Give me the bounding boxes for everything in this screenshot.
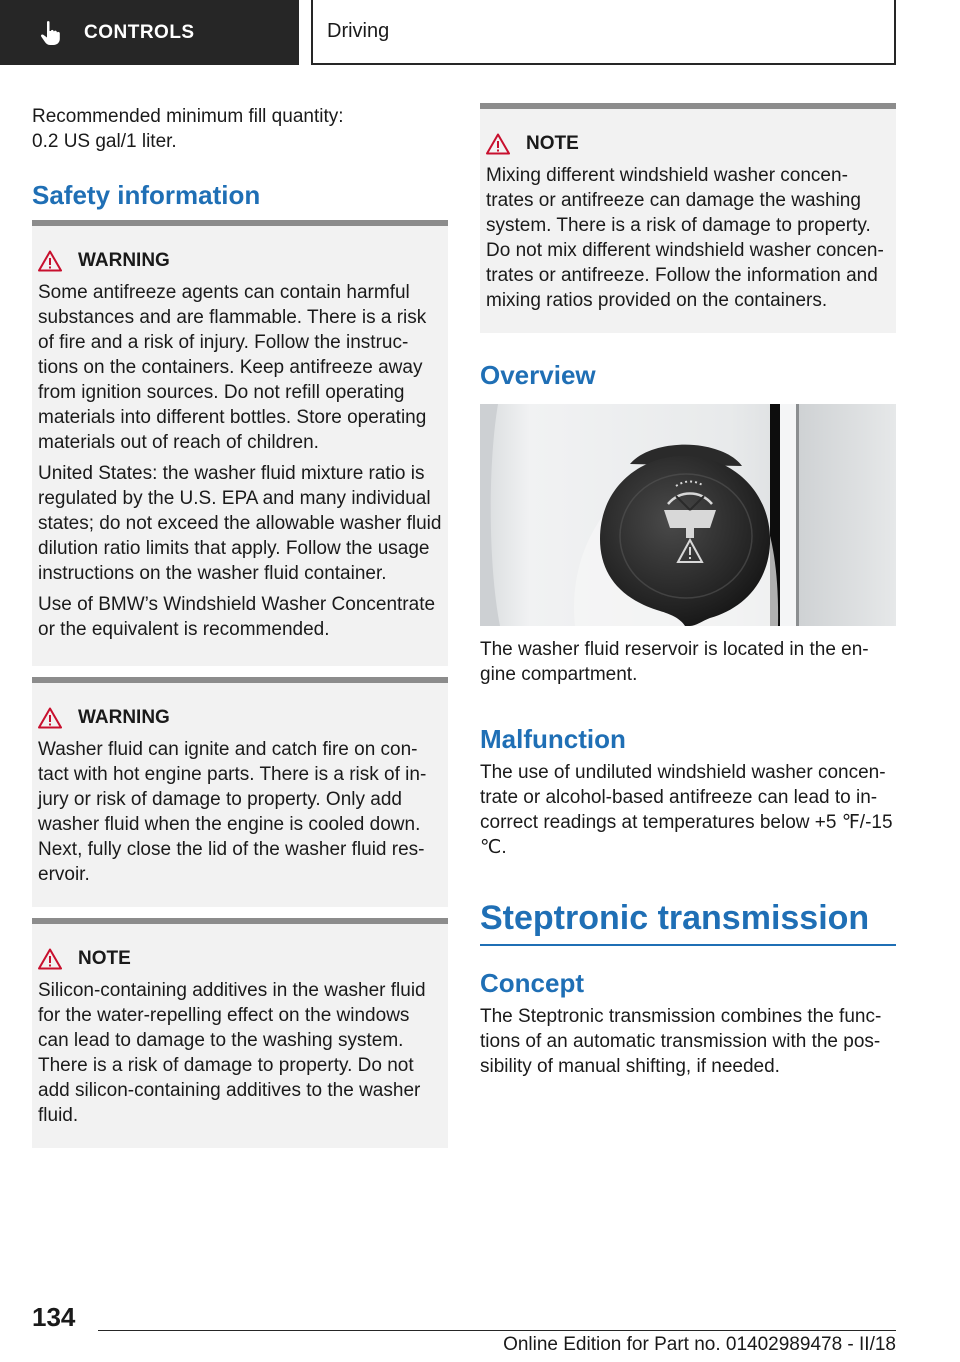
warning-box-washer-fluid [32,677,448,907]
warning-paragraph: Washer fluid can ignite and catch fire on con-tact with hot engine parts. There is a risk of in-jury or risk of damage to property. Only add washer fluid when the engine is cooled down. Next, fully close the lid of the washer fluid res-ervoir. [38,739,427,885]
malfunction-text: The use of undiluted windshield washer concen-trate or alcohol-based antifreeze can lead to in-correct readings at temperatures below +5 ℉/-15 ℃. [480,762,893,858]
overview-heading: Overview [480,360,596,390]
warning-box-header [38,248,442,274]
note-title: NOTE [526,133,579,154]
warning-box-antifreeze [32,220,448,666]
intro-line-1: Recommended minimum fill quantity: [32,106,344,127]
note-box-header [486,131,890,157]
section-header [311,0,896,65]
washer-fluid-reservoir-photo [480,404,896,626]
malfunction-heading: Malfunction [480,724,626,754]
note-box-mixing [480,103,896,333]
note-paragraph: Silicon-containing additives in the washer fluid for the water-repelling effect on the windows can lead to damage to the washing system. There is a risk of damage to property. Do not add silicon-containing additives to the washer fluid. [38,980,426,1126]
warning-title: WARNING [78,250,170,271]
note-box-header [38,946,442,972]
concept-heading: Concept [480,968,584,998]
caution-triangle-icon [486,132,512,156]
chapter-tab-label: CONTROLS [84,21,195,43]
note-box-silicon [32,918,448,1148]
edition-text: Online Edition for Part no. 01402989478 - II/18 [503,1334,896,1355]
overview-text: The washer fluid reservoir is located in the en-gine compartment. [480,639,869,685]
section-header-label: Driving [327,20,390,42]
note-paragraph: Mixing different windshield washer concen-trates or antifreeze can damage the washing system. There is a risk of damage to property. Do not mix different windshield washer concen-trates or antifreeze. Follow the information and mixing ratios provided on the containers. [486,165,884,311]
chapter-tab[interactable] [0,0,299,65]
warning-triangle-icon [38,249,64,273]
warning-box-header [38,705,442,731]
pointing-hand-icon [38,20,64,46]
warning-title: WARNING [78,707,170,728]
intro-text [32,104,448,154]
warning-paragraph: United States: the washer fluid mixture ratio is regulated by the U.S. EPA and many individual states; do not exceed the allowable washer fluid dilution ratio limits that apply. Follow the usage instructions on the washer fluid container. [38,463,442,584]
note-title: NOTE [78,948,131,969]
warning-paragraph: Use of BMW’s Windshield Washer Concentrate or the equivalent is recommended. [38,594,436,640]
page-number: 134 [32,1302,76,1332]
safety-information-heading: Safety information [32,180,261,210]
warning-paragraph: Some antifreeze agents can contain harmful substances and are flammable. There is a risk of fire and a risk of injury. Follow the instruc-tions on the containers. Keep antifreeze away from ignition sources. Do not refill operating materials into different bottles. Store operating materials out of reach of children. [38,282,427,453]
intro-line-2: 0.2 US gal/1 liter. [32,131,177,152]
steptronic-transmission-heading: Steptronic transmission [480,898,896,946]
warning-triangle-icon [38,706,64,730]
caution-triangle-icon [38,947,64,971]
concept-text: The Steptronic transmission combines the func-tions of an automatic transmission with the pos-sibility of manual shifting, if needed. [480,1006,882,1077]
footer-rule [98,1330,896,1331]
